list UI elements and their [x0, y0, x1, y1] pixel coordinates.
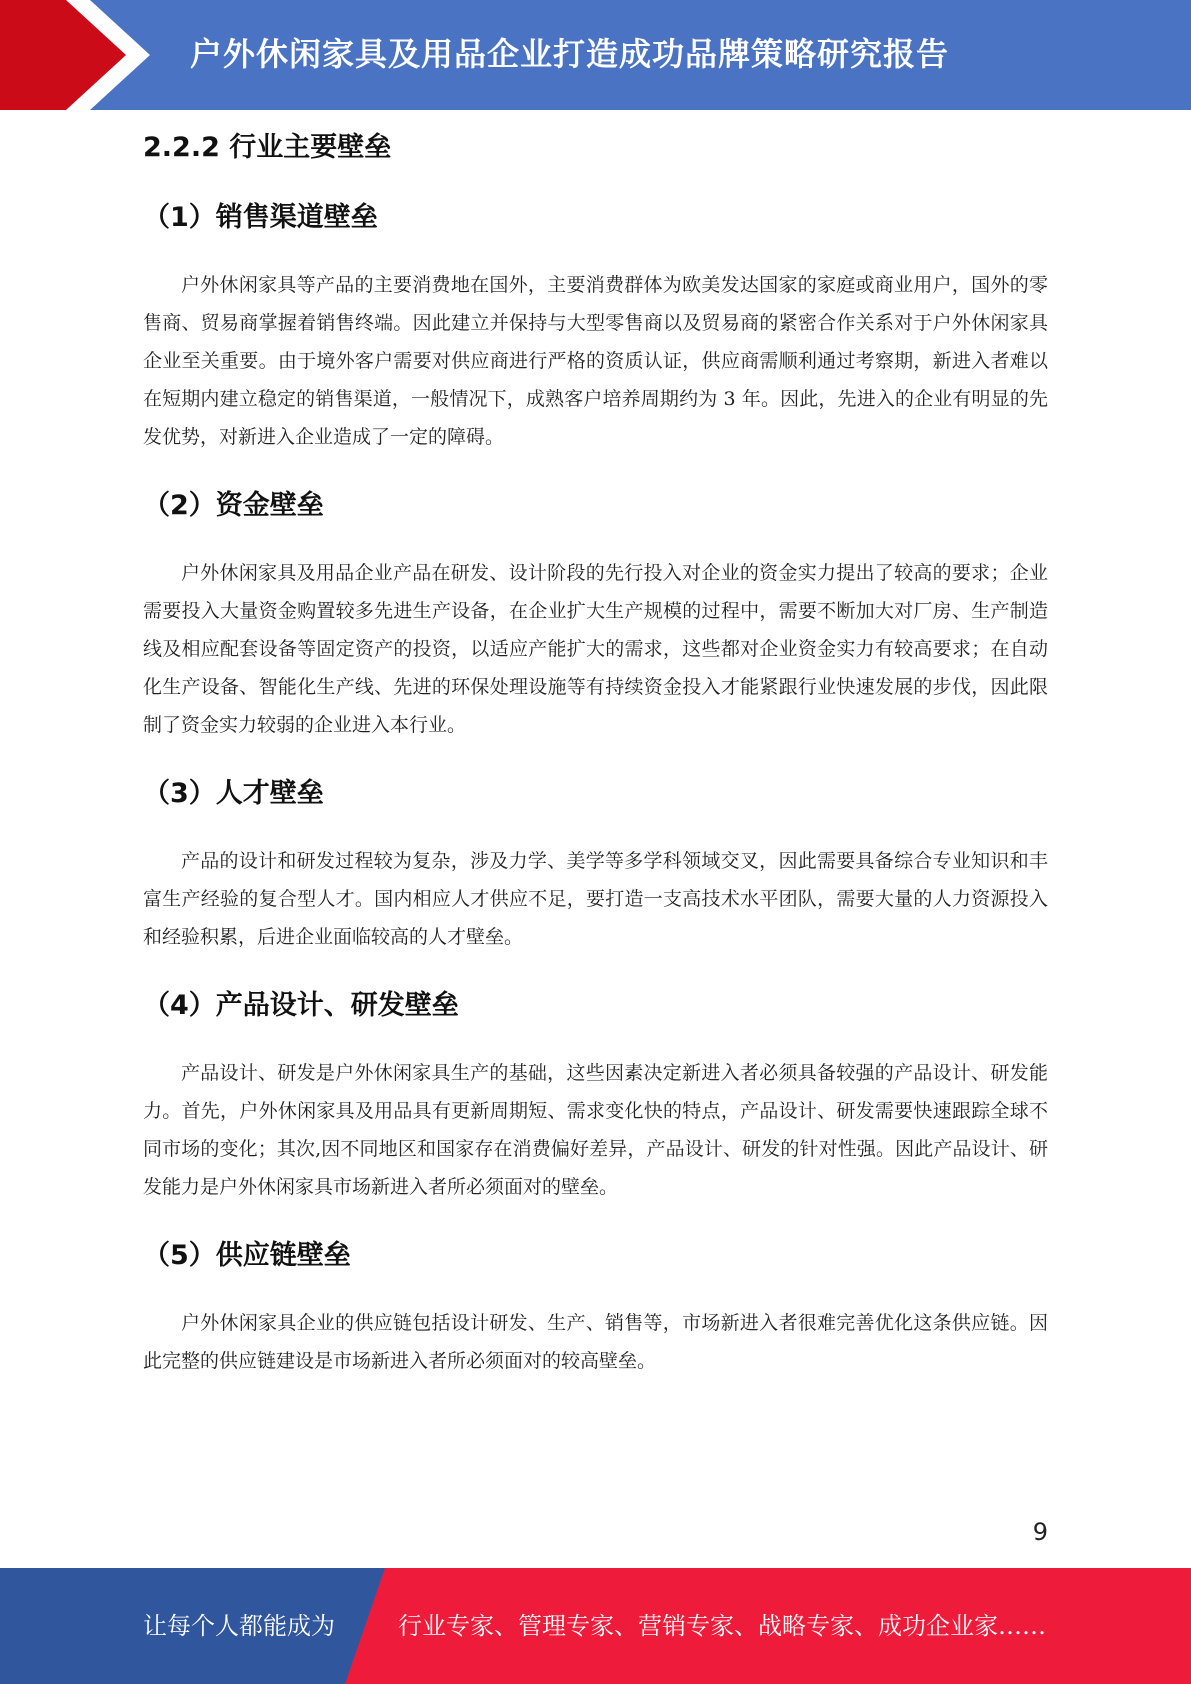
footer-slogan-right: 行业专家、管理专家、营销专家、战略专家、成功企业家…… [398, 1612, 1046, 1640]
subsection-heading-design-rd: （4）产品设计、研发壁垒 [143, 990, 459, 1021]
page-footer [0, 1568, 1191, 1684]
main-content [143, 128, 1048, 1410]
report-title: 户外休闲家具及用品企业打造成功品牌策略研究报告 [190, 35, 950, 73]
chevron-arrow-icon [0, 0, 160, 110]
paragraph-sales-channel: 户外休闲家具等产品的主要消费地在国外，主要消费群体为欧美发达国家的家庭或商业用户，国外的零售商、贸易商掌握着销售终端。因此建立并保持与大型零售商以及贸易商的紧密合作关系对于户外休闲家具企业至关重要。由于境外客户需要对供应商进行严格的资质认证，供应商需顺利通过考察期，新进入者难以在短期内建立稳定的销售渠道，一般情况下，成熟客户培养周期约为 3 年。因此，先进入的企业有明显的先发优势，对新进入企业造成了一定的障碍。 [143, 274, 1048, 448]
paragraph-supply-chain: 户外休闲家具企业的供应链包括设计研发、生产、销售等，市场新进入者很难完善优化这条供应链。因此完整的供应链建设是市场新进入者所必须面对的较高壁垒。 [143, 1312, 1048, 1372]
page-header [0, 0, 1191, 110]
section-title: 2.2.2 行业主要壁垒 [143, 132, 392, 163]
footer-slogan-left: 让每个人都能成为 [143, 1612, 335, 1640]
paragraph-capital: 户外休闲家具及用品企业产品在研发、设计阶段的先行投入对企业的资金实力提出了较高的要求；企业需要投入大量资金购置较多先进生产设备，在企业扩大生产规模的过程中，需要不断加大对厂房、生产制造线及相应配套设备等固定资产的投资，以适应产能扩大的需求，这些都对企业资金实力有较高要求；在自动化生产设备、智能化生产线、先进的环保处理设施等有持续资金投入才能紧跟行业快速发展的步伐，因此限制了资金实力较弱的企业进入本行业。 [143, 562, 1048, 736]
paragraph-talent: 产品的设计和研发过程较为复杂，涉及力学、美学等多学科领域交叉，因此需要具备综合专业知识和丰富生产经验的复合型人才。国内相应人才供应不足，要打造一支高技术水平团队，需要大量的人力资源投入和经验积累，后进企业面临较高的人才壁垒。 [143, 850, 1048, 948]
subsection-heading-capital: （2）资金壁垒 [143, 490, 324, 521]
subsection-heading-talent: （3）人才壁垒 [143, 778, 324, 809]
paragraph-design-rd: 产品设计、研发是户外休闲家具生产的基础，这些因素决定新进入者必须具备较强的产品设计、研发能力。首先，户外休闲家具及用品具有更新周期短、需求变化快的特点，产品设计、研发需要快速跟踪全球不同市场的变化；其次,因不同地区和国家存在消费偏好差异，产品设计、研发的针对性强。因此产品设计、研发能力是户外休闲家具市场新进入者所必须面对的壁垒。 [143, 1062, 1048, 1198]
subsection-heading-supply-chain: （5）供应链壁垒 [143, 1240, 351, 1271]
subsection-heading-sales-channel: （1）销售渠道壁垒 [143, 202, 378, 233]
page-number: 9 [1032, 1518, 1048, 1546]
